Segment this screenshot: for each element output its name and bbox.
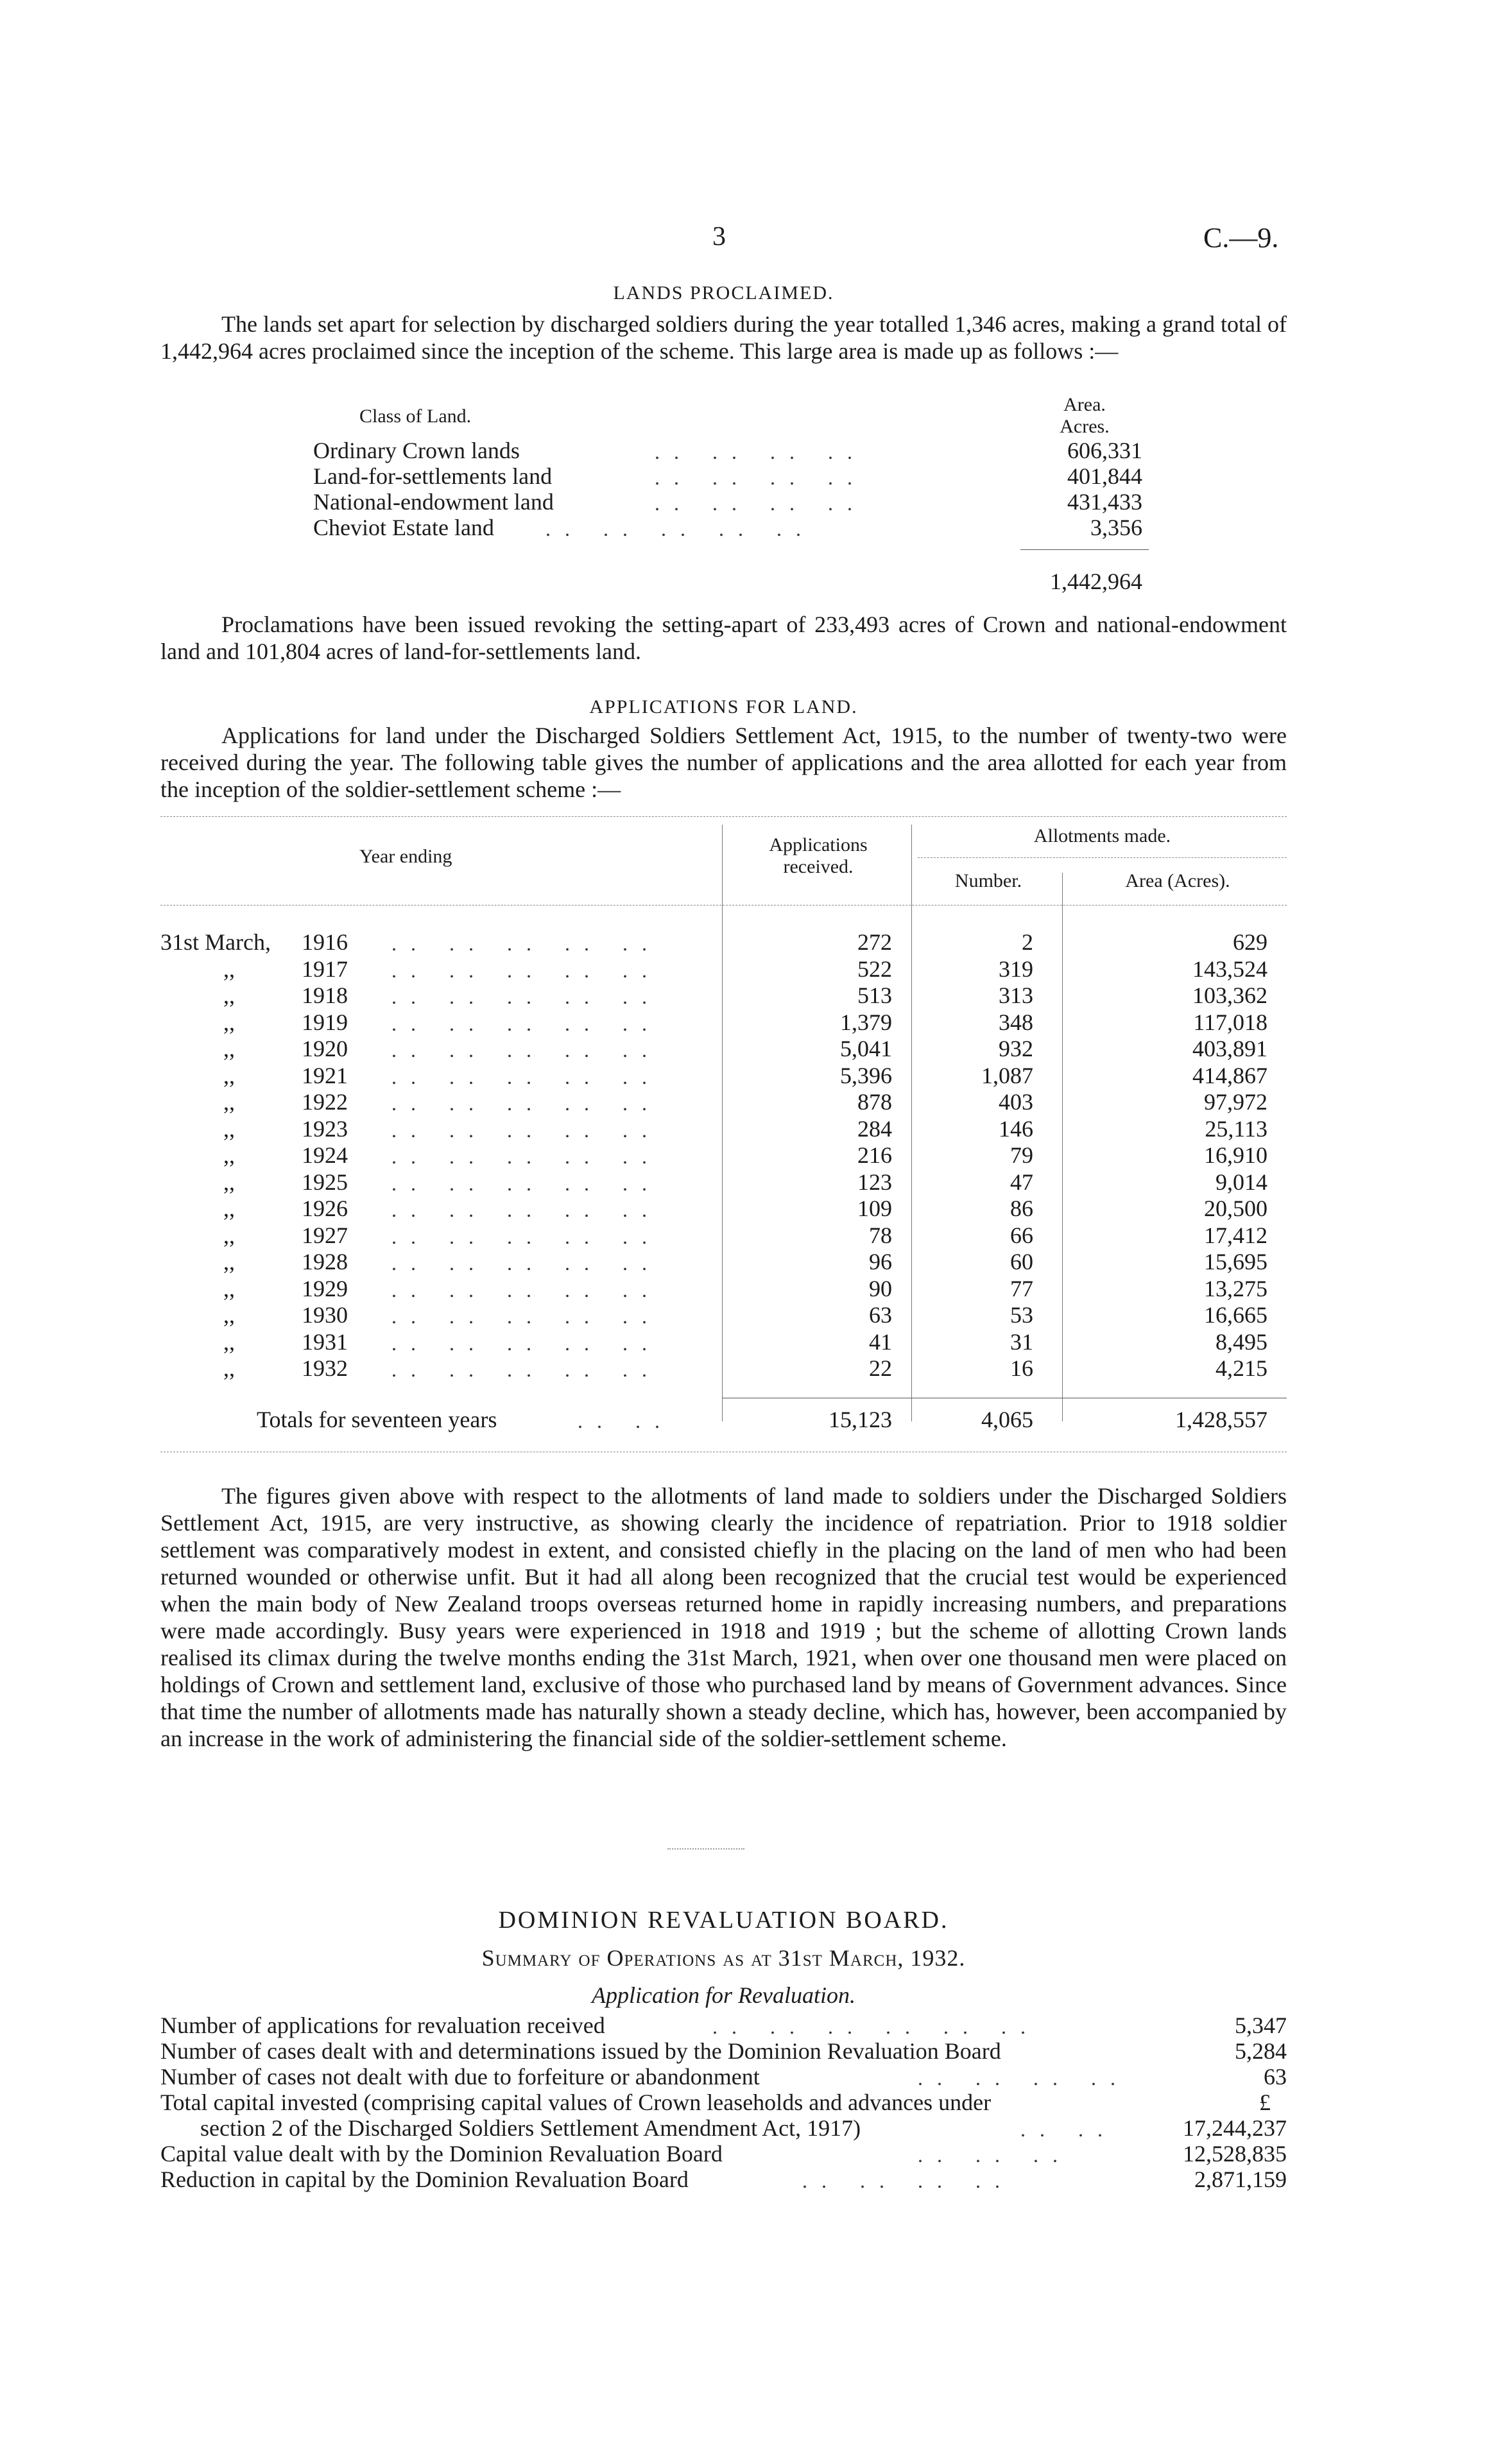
leader-dots: .. .. .. .. .. xyxy=(391,1198,661,1221)
lands-paragraph: The lands set apart for selection by discharged soldiers during the year totalled 1,346 acres, making a grand total of 1,442,964 acres proclaimed since the inception of the scheme. This large area is made up as follows :— xyxy=(160,311,1287,364)
allotments-subheader-rule xyxy=(918,857,1287,858)
leader-dots: .. .. .. .. .. xyxy=(391,1305,661,1328)
revaluation-row-label: Total capital invested (comprising capital values of Crown leaseholds and advances under xyxy=(160,2090,992,2115)
applications-cell: 109 xyxy=(857,1196,892,1221)
land-area-value: 3,356 xyxy=(1090,515,1142,540)
allotments-area-cell: 4,215 xyxy=(1216,1355,1267,1381)
allotments-number-cell: 146 xyxy=(999,1116,1033,1142)
allotments-number-cell: 86 xyxy=(1010,1196,1033,1221)
allotments-area-cell: 16,910 xyxy=(1204,1142,1267,1168)
allotments-area-cell: 629 xyxy=(1233,929,1267,955)
allotments-area-cell: 13,275 xyxy=(1204,1276,1267,1301)
ditto-mark: ,, xyxy=(223,956,235,982)
ditto-mark: ,, xyxy=(223,1302,235,1328)
header-bottom-rule xyxy=(160,905,1287,906)
ditto-mark: ,, xyxy=(223,1276,235,1301)
applications-cell: 513 xyxy=(857,983,892,1008)
applications-received-header: Applications received. xyxy=(769,834,868,877)
totals-applications: 15,123 xyxy=(829,1407,892,1432)
allotments-number-cell: 932 xyxy=(999,1036,1033,1061)
year-cell: 1922 xyxy=(302,1089,348,1115)
applications-paragraph: Applications for land under the Discharged Soldiers Settlement Act, 1915, to the number of twenty-two were received during the year. The following table gives the number of applications and the area allotted for each year from the inception of the soldier-settlement scheme :— xyxy=(160,723,1287,802)
revaluation-row-value: 17,244,237 xyxy=(1183,2115,1287,2141)
year-cell: 1931 xyxy=(302,1329,348,1355)
year-cell: 1927 xyxy=(302,1223,348,1248)
allotments-area-cell: 16,665 xyxy=(1204,1302,1267,1328)
applications-cell: 5,396 xyxy=(840,1063,892,1088)
revaluation-title: DOMINION REVALUATION BOARD. xyxy=(498,1907,949,1934)
allotments-number-cell: 47 xyxy=(1010,1169,1033,1195)
leader-dots: .. .. .. .. xyxy=(655,492,866,515)
revaluation-row-label: Capital value dealt with by the Dominion Revaluation Board xyxy=(160,2141,723,2167)
table-top-rule xyxy=(160,816,1287,817)
year-cell: 1924 xyxy=(302,1142,348,1168)
ditto-mark: ,, xyxy=(223,1249,235,1275)
revaluation-row-label: Number of cases not dealt with due to forfeiture or abandonment xyxy=(160,2064,760,2090)
revaluation-row-value: 12,528,835 xyxy=(1183,2141,1287,2167)
allotments-number-cell: 79 xyxy=(1010,1142,1033,1168)
applications-cell: 41 xyxy=(869,1329,892,1355)
leader-dots: .. .. .. .. .. xyxy=(391,959,661,982)
totals-label: Totals for seventeen years xyxy=(257,1407,497,1432)
lands-total-rule xyxy=(1020,549,1149,550)
allotments-made-header: Allotments made. xyxy=(1033,825,1171,846)
leader-dots: .. .. .. .. .. xyxy=(391,1065,661,1088)
applications-cell: 284 xyxy=(857,1116,892,1142)
allotments-number-cell: 319 xyxy=(999,956,1033,982)
allotments-number-cell: 2 xyxy=(1022,929,1033,955)
year-cell: 1929 xyxy=(302,1276,348,1301)
leader-dots: .. .. .. .. .. xyxy=(391,1332,661,1355)
applications-cell: 1,379 xyxy=(840,1009,892,1035)
allotments-number-cell: 348 xyxy=(999,1009,1033,1035)
revaluation-row-label: Number of cases dealt with and determinations issued by the Dominion Revaluation Board xyxy=(160,2038,1001,2064)
column-divider xyxy=(1062,873,1063,1421)
revaluation-row-label: section 2 of the Discharged Soldiers Settlement Amendment Act, 1917) xyxy=(200,2115,861,2141)
year-cell: 1923 xyxy=(302,1116,348,1142)
revaluation-row-value: 5,347 xyxy=(1235,2013,1287,2038)
allotments-area-cell: 17,412 xyxy=(1204,1223,1267,1248)
leader-dots: .. .. .. .. .. xyxy=(391,1225,661,1248)
year-ending-header: Year ending xyxy=(359,846,452,867)
revaluation-row-value: 63 xyxy=(1264,2064,1287,2090)
allotments-number-cell: 66 xyxy=(1010,1223,1033,1248)
applications-cell: 522 xyxy=(857,956,892,982)
leader-dots: .. .. .. .. .. xyxy=(391,1038,661,1061)
leader-dots: .. .. .. .. .. xyxy=(391,1092,661,1115)
leader-dots: .. .. .. .. .. xyxy=(391,985,661,1008)
revaluation-row-value: 5,284 xyxy=(1235,2038,1287,2064)
revaluation-subhead: Application for Revaluation. xyxy=(592,1982,855,2008)
year-cell: 1925 xyxy=(302,1169,348,1195)
year-prefix: 31st March, xyxy=(160,929,271,955)
year-cell: 1932 xyxy=(302,1355,348,1381)
year-cell: 1921 xyxy=(302,1063,348,1088)
allotments-area-cell: 143,524 xyxy=(1192,956,1267,982)
applications-cell: 90 xyxy=(869,1276,892,1301)
leader-dots: .. .. .. .. .. xyxy=(546,517,815,540)
leader-dots: .. .. .. xyxy=(918,2143,1072,2167)
page-number: 3 xyxy=(712,222,726,252)
leader-dots: .. .. .. .. .. xyxy=(391,1172,661,1195)
applications-cell: 22 xyxy=(869,1355,892,1381)
revaluation-subtitle: Summary of Operations as at 31st March, 1932. xyxy=(481,1945,966,1971)
land-area-value: 401,844 xyxy=(1067,463,1142,489)
leader-dots: .. .. .. .. xyxy=(655,466,866,489)
area-acres-header: Area (Acres). xyxy=(1125,870,1230,891)
allotments-area-cell: 97,972 xyxy=(1204,1089,1267,1115)
ditto-mark: ,, xyxy=(223,1355,235,1381)
allotments-area-cell: 8,495 xyxy=(1216,1329,1267,1355)
leader-dots: .. .. .. .. .. .. xyxy=(712,2015,1040,2038)
class-of-land-header: Class of Land. xyxy=(359,406,472,427)
land-area-value: 431,433 xyxy=(1067,489,1142,515)
ditto-mark: ,, xyxy=(223,1063,235,1088)
ditto-mark: ,, xyxy=(223,983,235,1008)
allotments-number-cell: 77 xyxy=(1010,1276,1033,1301)
allotments-number-cell: 1,087 xyxy=(981,1063,1033,1088)
totals-number: 4,065 xyxy=(981,1407,1033,1432)
applications-cell: 272 xyxy=(857,929,892,955)
ditto-mark: ,, xyxy=(223,1329,235,1355)
ditto-mark: ,, xyxy=(223,1169,235,1195)
allotments-area-cell: 117,018 xyxy=(1193,1009,1267,1035)
revaluation-row-value: £ xyxy=(1259,2090,1271,2115)
column-divider xyxy=(911,825,912,1421)
leader-dots: .. .. .. .. .. xyxy=(391,932,661,955)
applications-cell: 96 xyxy=(869,1249,892,1275)
year-cell: 1930 xyxy=(302,1302,348,1328)
leader-dots: .. .. .. .. .. xyxy=(391,1119,661,1142)
leader-dots: .. .. .. .. .. xyxy=(391,1251,661,1275)
totals-area: 1,428,557 xyxy=(1175,1407,1267,1432)
section-divider xyxy=(667,1848,744,1850)
ditto-mark: ,, xyxy=(223,1142,235,1168)
leader-dots: .. .. .. .. .. xyxy=(391,1145,661,1168)
document-reference: C.—9. xyxy=(1203,222,1279,253)
ditto-mark: ,, xyxy=(223,1089,235,1115)
allotments-area-cell: 414,867 xyxy=(1192,1063,1267,1088)
revaluation-row-label: Reduction in capital by the Dominion Revaluation Board xyxy=(160,2167,689,2192)
allotments-area-cell: 103,362 xyxy=(1192,983,1267,1008)
revaluation-row-label: Number of applications for revaluation received xyxy=(160,2013,605,2038)
applications-cell: 63 xyxy=(869,1302,892,1328)
applications-cell: 123 xyxy=(857,1169,892,1195)
leader-dots: .. .. .. .. .. xyxy=(391,1278,661,1301)
applications-cell: 216 xyxy=(857,1142,892,1168)
year-cell: 1916 xyxy=(302,929,348,955)
allotments-number-cell: 16 xyxy=(1010,1355,1033,1381)
leader-dots: .. .. .. .. xyxy=(655,440,866,463)
ditto-mark: ,, xyxy=(223,1036,235,1061)
ditto-mark: ,, xyxy=(223,1223,235,1248)
allotments-number-cell: 403 xyxy=(999,1089,1033,1115)
allotments-area-cell: 403,891 xyxy=(1192,1036,1267,1061)
land-area-value: 606,331 xyxy=(1067,438,1142,463)
applications-cell: 5,041 xyxy=(840,1036,892,1061)
applications-title: APPLICATIONS FOR LAND. xyxy=(589,696,858,717)
land-class-name: National-endowment land xyxy=(313,489,554,515)
land-class-name: Ordinary Crown lands xyxy=(313,438,520,463)
leader-dots: .. .. .. .. xyxy=(802,2169,1014,2192)
number-header: Number. xyxy=(954,870,1022,891)
allotments-number-cell: 53 xyxy=(1010,1302,1033,1328)
year-cell: 1920 xyxy=(302,1036,348,1061)
ditto-mark: ,, xyxy=(223,1009,235,1035)
figures-paragraph: The figures given above with respect to the allotments of land made to soldiers under the Discharged Soldiers Settlement Act, 1915, are very instructive, as showing clearly the incidence of repatriation. Prior to 1918 soldier settlement was comparatively modest in extent, and consisted chiefly in the placing on the land of men who had been returned wounded or otherwise unfit. But it had all along been recognized that the crucial test would be experienced when the main body of New Zealand troops overseas returned home in rapidly increasing numbers, and preparations were made accordingly. Busy years were experienced in 1918 and 1919 ; but the scheme of allotting Crown lands realised its climax during the twelve months ending the 31st March, 1921, when over one thousand men were placed on holdings of Crown and settlement land, exclusive of those who purchased land by means of Government advances. Since that time the number of allotments made has naturally shown a steady decline, which has, however, been accompanied by an increase in the work of administering the financial side of the soldier-settlement scheme. xyxy=(160,1483,1287,1751)
allotments-number-cell: 313 xyxy=(999,983,1033,1008)
land-class-name: Land-for-settlements land xyxy=(313,463,553,489)
ditto-mark: ,, xyxy=(223,1196,235,1221)
year-cell: 1926 xyxy=(302,1196,348,1221)
allotments-area-cell: 9,014 xyxy=(1216,1169,1267,1195)
column-divider xyxy=(722,825,723,1421)
year-cell: 1918 xyxy=(302,983,348,1008)
leader-dots: .. .. xyxy=(578,1409,674,1432)
leader-dots: .. .. .. .. xyxy=(918,2066,1130,2090)
ditto-mark: ,, xyxy=(223,1116,235,1142)
leader-dots: .. .. .. .. .. xyxy=(391,1012,661,1035)
year-cell: 1919 xyxy=(302,1009,348,1035)
acres-header: Acres. xyxy=(1060,416,1110,437)
leader-dots: .. .. xyxy=(1020,2118,1117,2141)
applications-cell: 78 xyxy=(869,1223,892,1248)
allotments-area-cell: 20,500 xyxy=(1204,1196,1267,1221)
area-header: Area. xyxy=(1063,394,1106,415)
allotments-area-cell: 25,113 xyxy=(1205,1116,1267,1142)
allotments-number-cell: 60 xyxy=(1010,1249,1033,1275)
land-class-name: Cheviot Estate land xyxy=(313,515,494,540)
lands-total-value: 1,442,964 xyxy=(1050,569,1142,594)
year-cell: 1928 xyxy=(302,1249,348,1275)
revaluation-row-value: 2,871,159 xyxy=(1194,2167,1287,2192)
applications-cell: 878 xyxy=(857,1089,892,1115)
year-cell: 1917 xyxy=(302,956,348,982)
proclamations-paragraph: Proclamations have been issued revoking the setting-apart of 233,493 acres of Crown and national-endowment land and 101,804 acres of land-for-settlements land. xyxy=(160,612,1287,664)
allotments-area-cell: 15,695 xyxy=(1204,1249,1267,1275)
lands-title: LANDS PROCLAIMED. xyxy=(613,282,834,304)
leader-dots: .. .. .. .. .. xyxy=(391,1358,661,1381)
allotments-number-cell: 31 xyxy=(1010,1329,1033,1355)
